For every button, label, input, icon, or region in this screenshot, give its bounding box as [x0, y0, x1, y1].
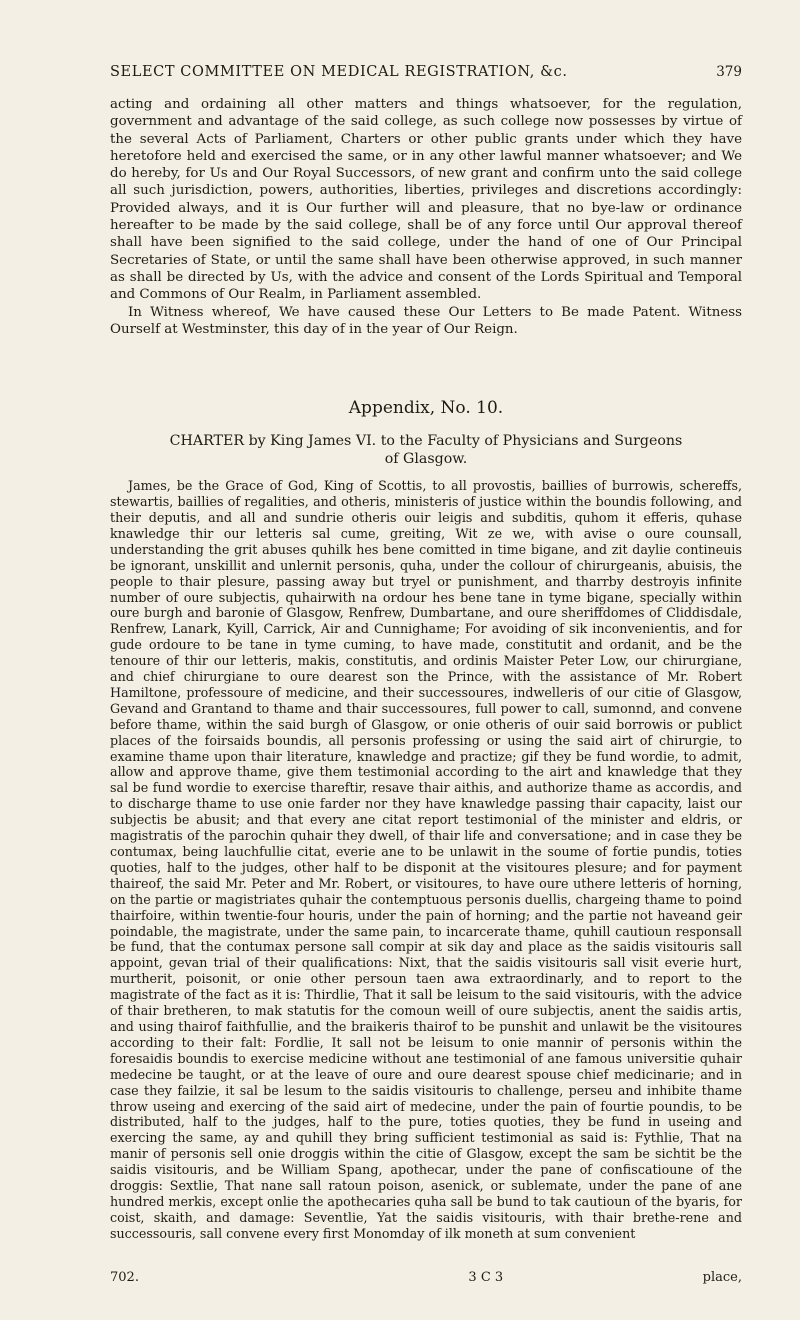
footer-number: 702.: [110, 1270, 139, 1285]
catchword: place,: [702, 1270, 742, 1285]
signature-mark: 3 C 3: [468, 1270, 504, 1285]
appendix-heading: Appendix, No. 10.: [348, 398, 504, 419]
charter-paragraph: James, be the Grace of God, King of Scottis, to all provostis, baillies of burrowis, schereffs, stewartis, baillies of regalities, and otheris, ministeris of justice within the boundis following, and their deputis, and all and sundrie otheris ouir leigis and subditis, quhom it efferis, quhase knawledge thir our letteris sal cume, greiting, Wit ze we, with avise o oure counsall, understanding the grit abuses quhilk hes bene comitted in time bigane, and zit daylie contineuis be ignorant, unskillit and unlernit personis, quha, under the collour of chirurgeanis, abuisis, the people to thair plesure, passing away but tryel or punishment, and tharrby destroyis infinite number of oure subjectis, quhairwith na ordour hes bene tane in tyme bigane, specially within oure burgh and baronie of Glasgow, Renfrew, Dumbartane, and oure sheriffdomes of Cliddisdale, Renfrew, Lanark, Kyill, Carrick, Air and Cunnighame; For avoiding of sik inconvenientis, and for gude ordoure to be tane in tyme cuming, to have made, constitutit and ordanit, and be the tenoure of thir our letteris, makis, constitutis, and ordinis Maister Peter Low, our chirurgiane, and chief chirurgiane to oure dearest son the Prince, with the assistance of Mr. Robert Hamiltone, professoure of medicine, and their successoures, indwelleris of our citie of Glasgow, Gevand and Grantand to thame and thair successoures, full power to call, sumonnd, and convene before thame, within the said burgh of Glasgow, or onie otheris of ouir said borrowis or publict places of the foirsaids boundis, all personis professing or using the said airt of chirurgie, to examine thame upon thair literature, knawledge and practize; gif they be fund wordie, to admit, allow and approve thame, give them testimonial according to the airt and knawledge that they sal be fund wordie to exercise thareftir, resave thair aithis, and authorize thame as accordis, and to discharge thame to use onie farder nor they have knawledge passing thair capacity, laist our subjectis be abusit; and that every ane citat report testimonial of the minister and eldris, or magistratis of the parochin quhair they dwell, of thair life and conversatione; and in case they be contumax, being lauchfullie citat, everie ane to be unlawit in the soume of fortie pundis, toties quoties, half to the judges, other half to be disponit at the visitoures plesure; and for payment thaireof, the said Mr. Peter and Mr. Robert, or visitoures, to have oure uthere letteris of horning, on the partie or magistriates quhair the contemptuous personis duellis, chargeing thame to poind thairfoire, within twentie-four houris, under the pain of horning; and the partie not haveand geir poindable, the magistrate, under the same pain, to incarcerate thame, quhill cautioun responsall be fund, that the contumax persone sall compir at sik day and place as the saidis visitouris sall appoint, gevan trial of their qualifications: Nixt, that the saidis visitouris sall visit everie hurt, murtherit, poisonit, or onie other persoun taen awa extraordinarly, and to report to the magistrate of the fact as it is: Thirdlie, That it sall be leisum to the said visitouris, with the advice of thair bretheren, to mak statutis for the comoun weill of oure subjectis, anent the saidis artis, and using thairof faithfullie, and the braikeris thairof to be punshit and unlawit be the visitoures according to their falt: Fordlie, It sall not be leisum to onie mannir of personis within the foresaidis boundis to exercise medicine without ane testimonial of ane famous universitie quhair medecine be taught, or at the leave of oure and oure dearest spouse chief medicinarie; and in case they failzie, it sal be lesum to the saidis visitouris to challenge, perseu and inhibite thame throw useing and exercing of the said airt of medecine, under the pain of fourtie poundis, to be distributed, half to the judges, half to the pure, toties quoties, they be fund in useing and exercing the same, ay and quhill they bring sufficient testimonial as said is: Fythlie, That na manir of personis sell onie droggis within the citie of Glasgow, except the sam be sichtit be the saidis visitouris, and be William Spang, apothecar, under the pane of confiscatioune of the droggis: Sextlie, That nane sall ratoun poison, asenick, or sublemate, under the pane of ane hundred merkis, except onlie the apothecaries quha sall be bund to tak cautioun of the byaris, for coist, skaith, and damage: Seventlie, Yat the saidis visitouris, with thair brethe-rene and successouris, sall convene every first Monomday of ilk moneth at sum convenient: [110, 478, 742, 1241]
page-footer: [110, 1270, 742, 1285]
paragraph-witness: In Witness whereof, We have caused these Our Letters to Be made Patent. Witness Ourself at Westminster, this day of in the year of Our Reign.: [110, 304, 742, 337]
running-header: [110, 64, 742, 80]
charter-title: [110, 432, 742, 468]
page-body: [110, 96, 742, 1242]
header-title: SELECT COMMITTEE ON MEDICAL REGISTRATION, &c.: [110, 64, 568, 80]
page-number: 379: [716, 64, 742, 80]
charter-text: [110, 478, 742, 1242]
charter-title-line-1: CHARTER by King James VI. to the Faculty of Physicians and Surgeons: [169, 433, 683, 450]
charter-title-line-2: of Glasgow.: [384, 451, 468, 468]
paragraph-continuation: acting and ordaining all other matters and things whatsoever, for the regulation, government and advantage of the said college, as such college now possesses by virtue of the several Acts of Parliament, Charters or other public grants under which they have heretofore held and exercised the same, or in any other lawful manner whatsoever; and We do hereby, for Us and Our Royal Successors, of new grant and confirm unto the said college all such jurisdiction, powers, authorities, liberties, privileges and discretions accordingly: Provided always, and it is Our further will and pleasure, that no bye-law or ordinance hereafter to be made by the said college, shall be of any force until Our approval thereof shall have been signified to the said college, under the hand of one of Our Principal Secretaries of State, or until the same shall have been otherwise approved, in such manner as shall be directed by Us, with the advice and consent of the Lords Spiritual and Temporal and Commons of Our Realm, in Parliament assembled.: [110, 97, 742, 303]
